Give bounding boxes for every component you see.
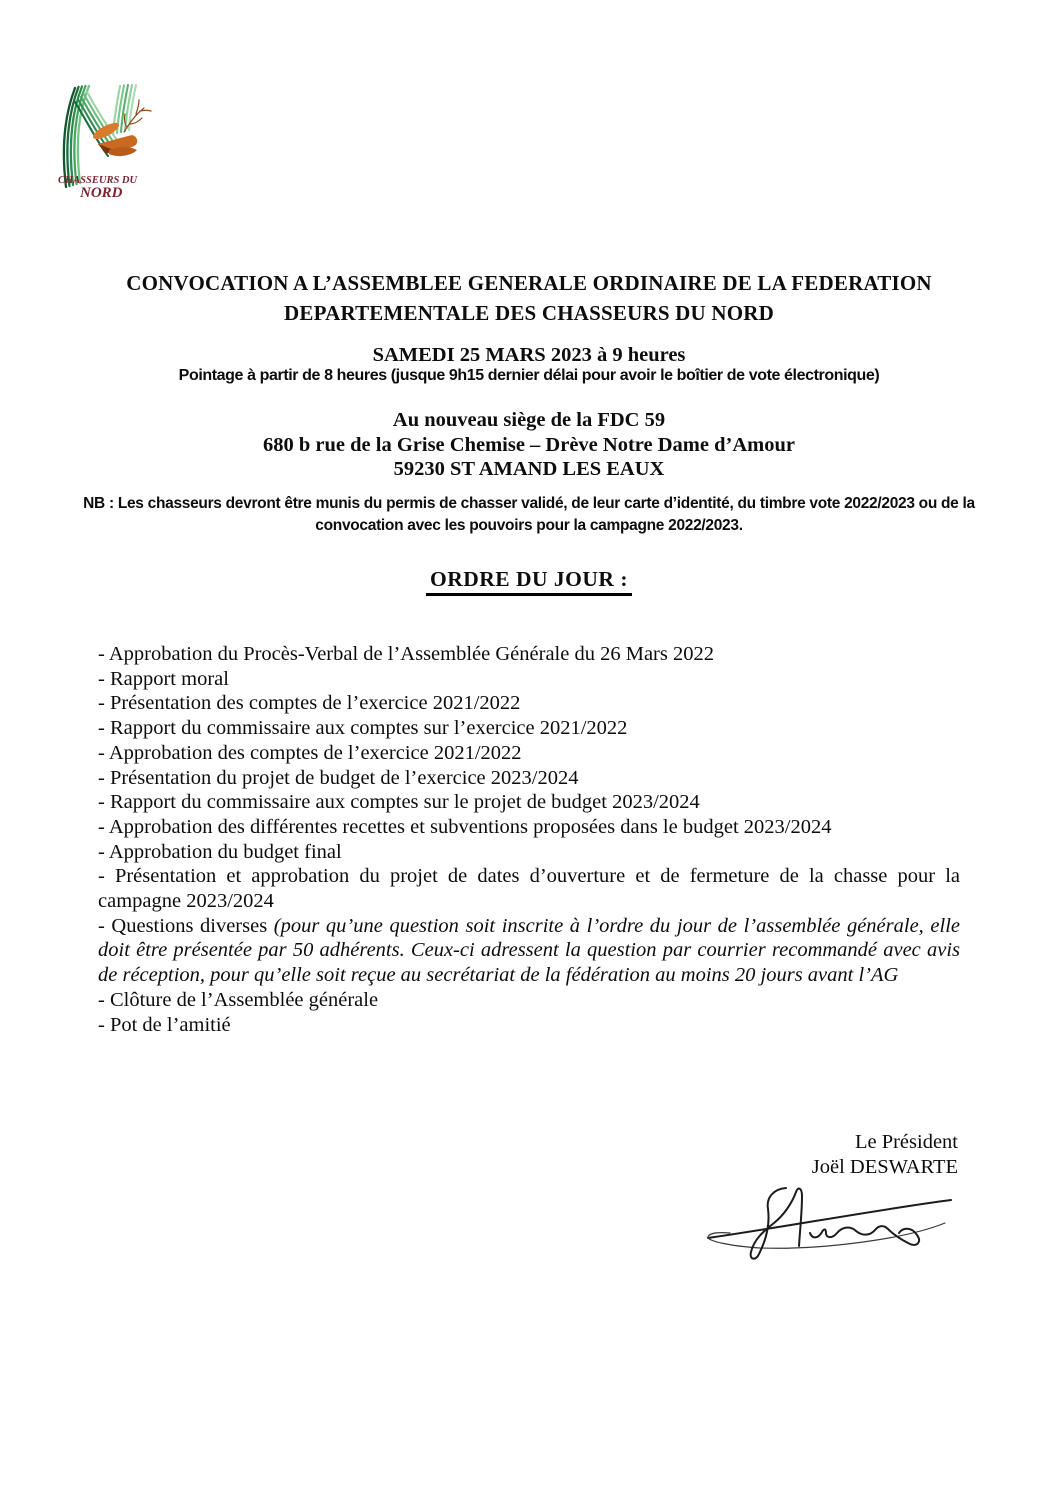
chasseurs-du-nord-logo-graphic <box>54 82 156 202</box>
agenda-item: - Questions diverses (pour qu’une question soit inscrite à l’ordre du jour de l’assemblée générale, elle doit être présentée par 50 adhérents. Ceux-ci adressent la question par courrier recommandé avec avis de réception, pour qu’elle soit reçue au secrétariat de la fédération au moins 20 jours avant l’AG <box>98 914 960 987</box>
agenda-item: - Pot de l’amitié <box>98 1013 231 1036</box>
agenda-item-italic-note: (pour qu’une question soit inscrite à l’ordre du jour de l’assemblée générale, elle doit être présentée par 50 adhérents. Ceux-ci adressent la question par courrier recommandé avec avis de réception, pour qu’elle soit reçue au secrétariat de la fédération au moins 20 jours avant l’AG <box>98 914 960 987</box>
agenda-heading-wrap <box>60 567 998 596</box>
title-line2: DEPARTEMENTALE DES CHASSEURS DU NORD <box>284 301 774 325</box>
agenda-item: - Rapport moral <box>98 667 229 690</box>
venue-line2: 680 b rue de la Grise Chemise – Drève Notre Dame d’Amour <box>263 433 795 456</box>
agenda-item: - Présentation du projet de budget de l’exercice 2023/2024 <box>98 766 579 789</box>
agenda-item: - Rapport du commissaire aux comptes sur le projet de budget 2023/2024 <box>98 791 700 814</box>
handwritten-signature <box>698 1178 960 1273</box>
document-title <box>60 268 998 328</box>
agenda-item: - Approbation des comptes de l’exercice 2021/2022 <box>98 741 522 764</box>
agenda-item: - Présentation et approbation du projet de dates d’ouverture et de fermeture de la chasse pour la campagne 2023/2024 <box>98 865 960 913</box>
agenda-heading: ORDRE DU JOUR : <box>426 567 632 596</box>
venue-line1: Au nouveau siège de la FDC 59 <box>392 409 666 431</box>
agenda-item: - Approbation du budget final <box>98 840 342 863</box>
org-logo <box>54 82 156 202</box>
agenda-item: - Approbation du Procès-Verbal de l’Assemblée Générale du 26 Mars 2022 <box>98 643 714 665</box>
logo-left-stripes <box>64 86 89 187</box>
agenda-item: - Approbation des différentes recettes et subventions proposées dans le budget 2023/2024 <box>98 815 832 838</box>
agenda-item: - Clôture de l’Assemblée générale <box>98 988 379 1011</box>
signer-role: Le Président <box>854 1131 958 1153</box>
meeting-date: SAMEDI 25 MARS 2023 à 9 heures <box>372 344 686 366</box>
agenda-list <box>98 642 960 1037</box>
agenda-item: - Rapport du commissaire aux comptes sur l’exercice 2021/2022 <box>98 717 628 740</box>
agenda-item: - Présentation des comptes de l’exercice 2021/2022 <box>98 692 521 715</box>
venue-address <box>60 408 998 482</box>
signer-name: Joël DESWARTE <box>811 1156 958 1178</box>
logo-text-line1: CHASSEURS DU <box>58 175 138 186</box>
title-line1: CONVOCATION A L’ASSEMBLEE GENERALE ORDINAIRE DE LA FEDERATION <box>126 271 932 295</box>
signature-image <box>698 1178 960 1273</box>
closing-block <box>558 1130 958 1180</box>
nb-note: NB : Les chasseurs devront être munis du permis de chasser validé, de leur carte d’identité, du timbre vote 2022/2023 ou de la convocation avec les pouvoirs pour la campagne 2022/2023. <box>83 495 975 534</box>
logo-text-line2: NORD <box>80 185 123 201</box>
checkin-note: Pointage à partir de 8 heures (jusque 9h15 dernier délai pour avoir le boîtier de vote électronique) <box>178 367 880 384</box>
venue-line3: 59230 ST AMAND LES EAUX <box>393 458 665 480</box>
